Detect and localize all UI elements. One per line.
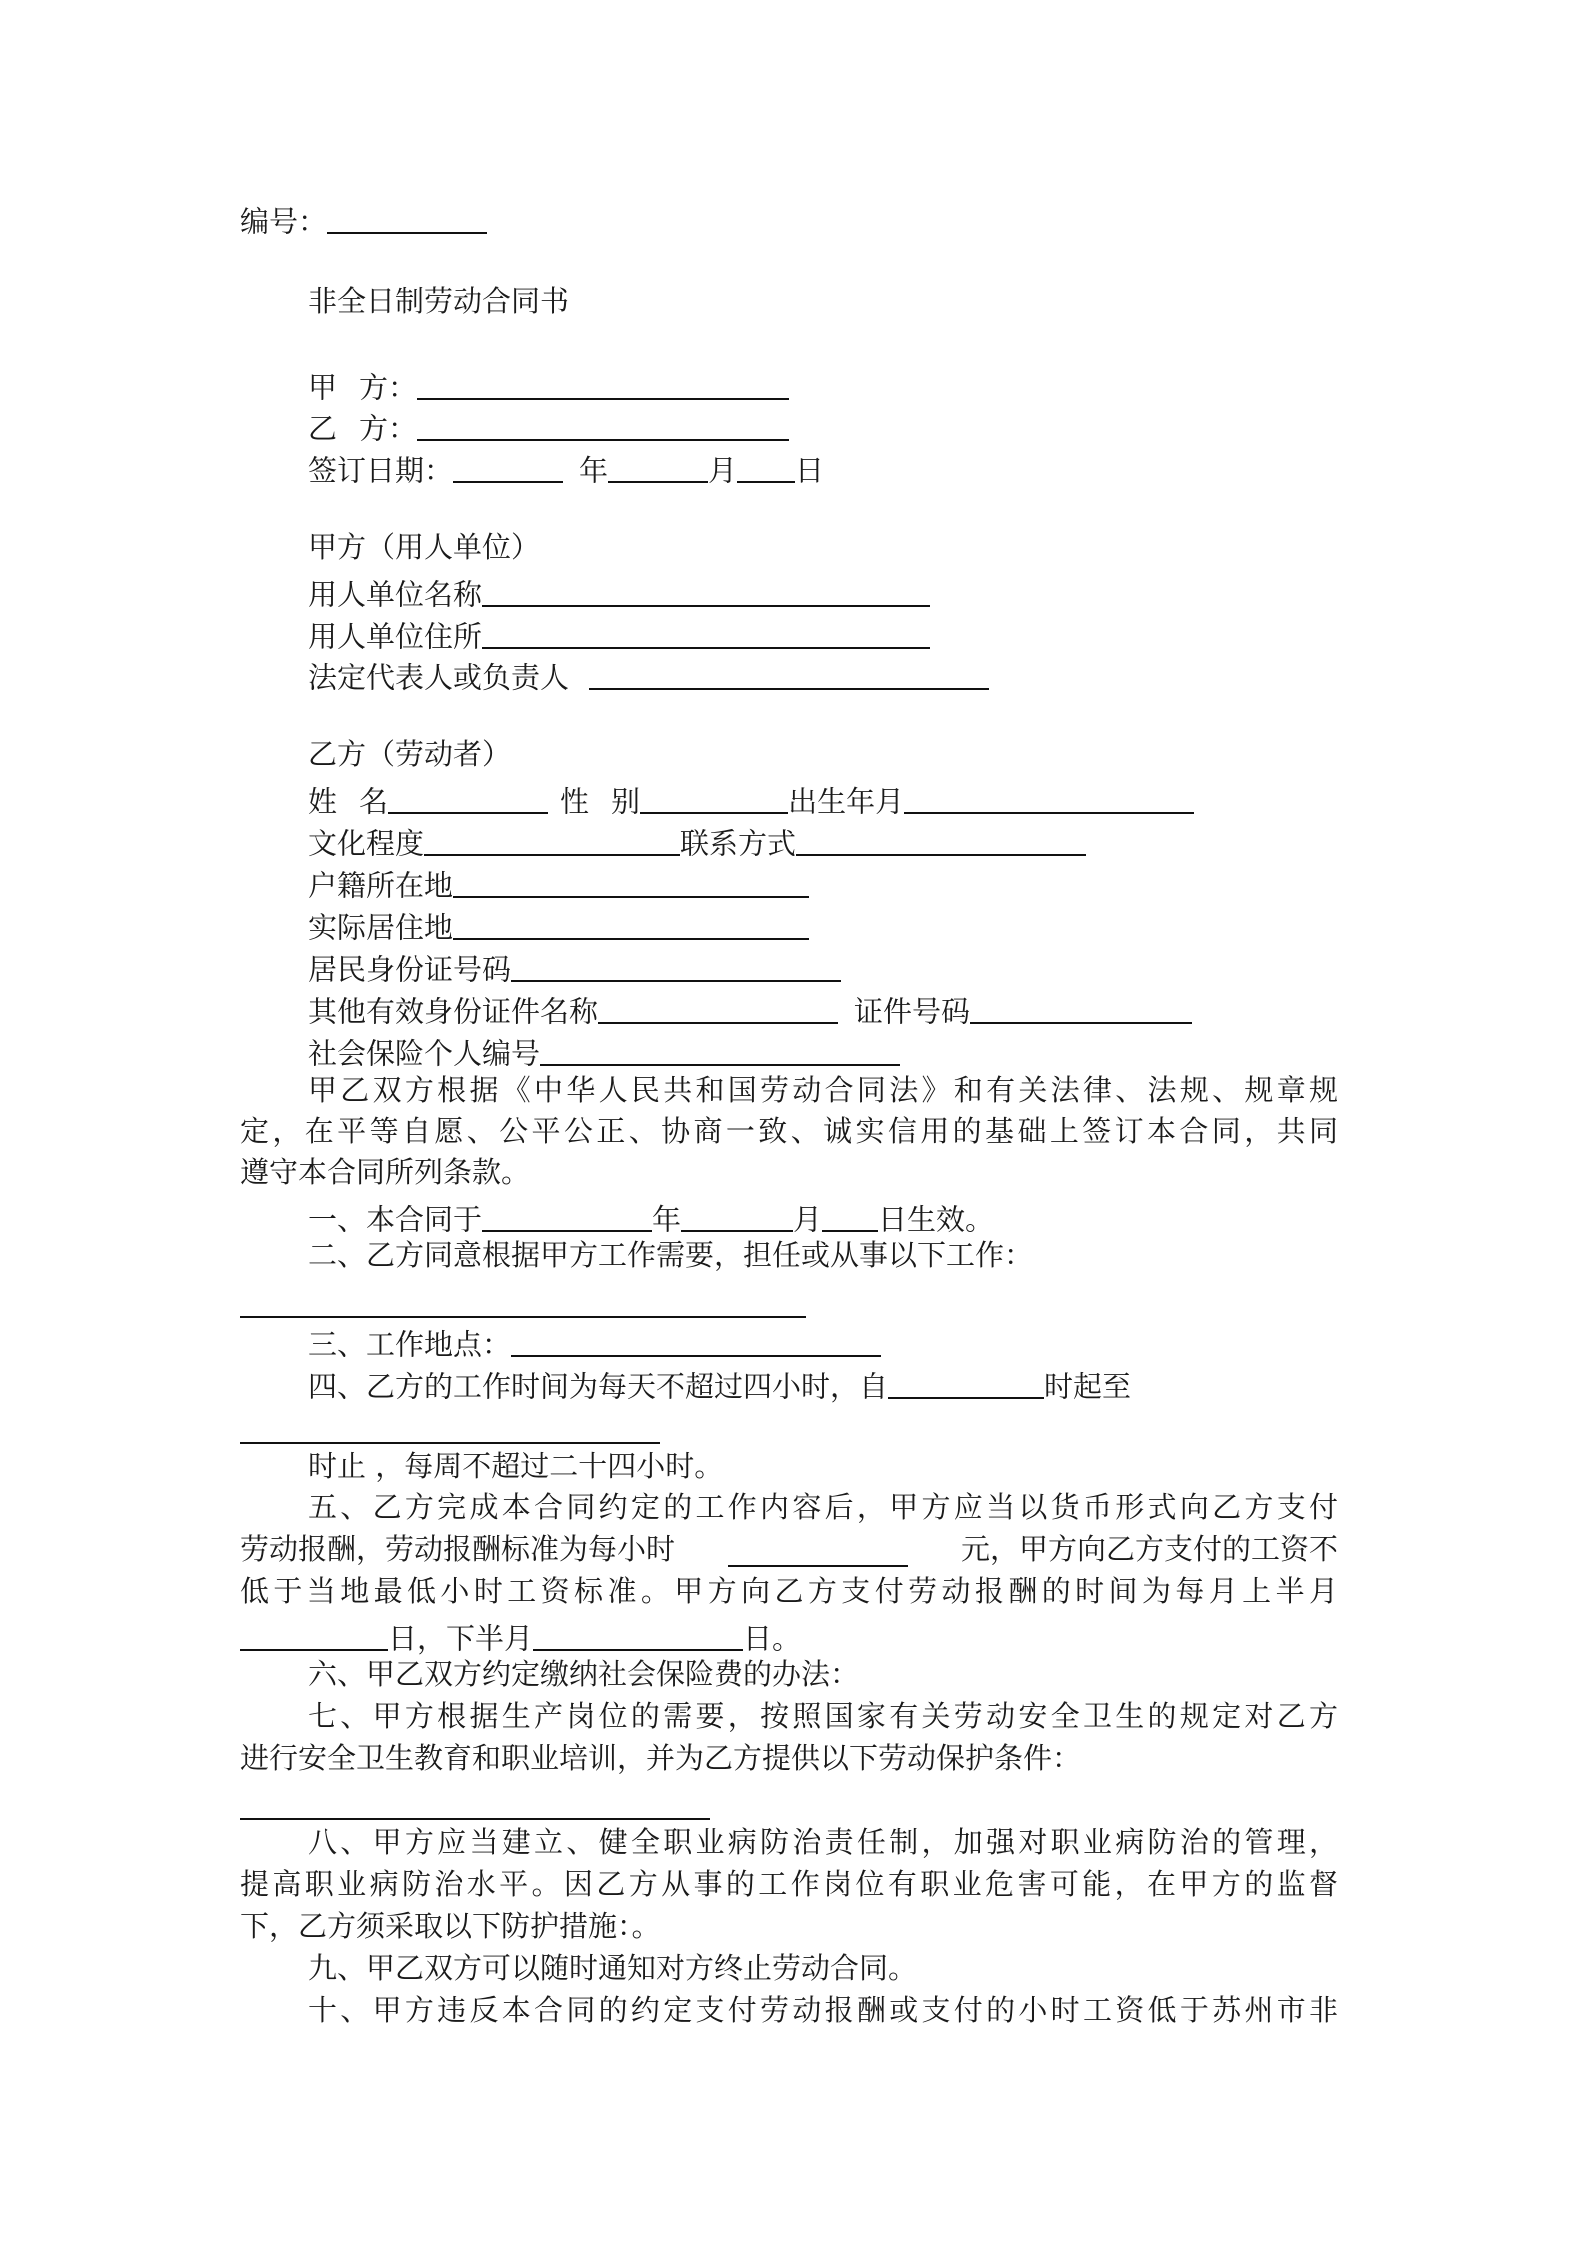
number-label: 编号：	[240, 204, 328, 239]
social-no-blank[interactable]	[540, 1034, 900, 1066]
sex-label-a: 性	[560, 784, 590, 819]
sign-month-label: 月	[708, 453, 738, 488]
clause-2: 二、乙方同意根据甲方工作需要，担任或从事以下工作：	[308, 1238, 1034, 1272]
employer-address-line	[308, 617, 930, 652]
id-number-blank[interactable]	[511, 950, 841, 982]
effective-month-blank[interactable]	[681, 1200, 793, 1232]
clause-7-line-1: 七、甲方根据生产岗位的需要，按照国家有关劳动安全卫生的规定对乙方	[308, 1699, 1338, 1733]
party-b-line	[308, 409, 789, 444]
sex-blank[interactable]	[640, 782, 788, 814]
legal-rep-label: 法定代表人或负责人	[308, 660, 570, 695]
sign-date-label: 签订日期：	[308, 453, 454, 488]
birth-label: 出生年月	[788, 784, 905, 819]
other-id-label: 其他有效身份证件名称	[308, 994, 599, 1029]
id-number-label: 居民身份证号码	[308, 952, 512, 987]
social-no-label: 社会保险个人编号	[308, 1036, 541, 1071]
party-b-label: 乙	[308, 411, 338, 446]
sign-day-label: 日	[795, 453, 825, 488]
clause-1-day: 日生效。	[878, 1202, 995, 1237]
contact-blank[interactable]	[796, 824, 1086, 856]
education-label: 文化程度	[308, 826, 425, 861]
sex-label-b: 别	[611, 784, 641, 819]
residence-blank[interactable]	[453, 908, 809, 940]
other-id-blank[interactable]	[598, 992, 838, 1024]
clause-4-mid: 时起至	[1044, 1369, 1132, 1404]
clause-6: 六、甲乙双方约定缴纳社会保险费的办法：	[308, 1657, 860, 1691]
clause-5-line-2	[240, 1532, 1338, 1567]
clause-9: 九、甲乙双方可以随时通知对方终止劳动合同。	[308, 1951, 918, 1985]
clause-5-line-1: 五、乙方完成本合同约定的工作内容后，甲方应当以货币形式向乙方支付	[308, 1490, 1338, 1524]
other-id-line	[308, 992, 1192, 1027]
sign-month-blank[interactable]	[608, 451, 708, 483]
party-a-suffix: 方：	[359, 370, 418, 405]
end-hour-blank[interactable]	[240, 1442, 660, 1444]
id-number-line	[308, 950, 841, 985]
first-half-day-blank[interactable]	[240, 1619, 388, 1651]
sign-date-line	[308, 451, 824, 486]
residence-line	[308, 908, 809, 943]
contact-label: 联系方式	[680, 826, 797, 861]
legal-rep-blank[interactable]	[589, 658, 989, 690]
birth-blank[interactable]	[904, 782, 1194, 814]
name-label-b: 名	[359, 784, 389, 819]
hukou-line	[308, 866, 809, 901]
clause-7-line-2: 进行安全卫生教育和职业培训，并为乙方提供以下劳动保护条件：	[240, 1741, 1082, 1775]
clause-10: 十、甲方违反本合同的约定支付劳动报酬或支付的小时工资低于苏州市非	[308, 1993, 1338, 2027]
cert-no-label: 证件号码	[854, 994, 971, 1029]
document-title: 非全日制劳动合同书	[308, 284, 570, 318]
hourly-rate-blank[interactable]	[728, 1535, 908, 1567]
worker-heading: 乙方（劳动者）	[308, 737, 512, 771]
employer-name-blank[interactable]	[482, 575, 930, 607]
effective-year-blank[interactable]	[482, 1200, 652, 1232]
number-blank[interactable]	[327, 202, 487, 234]
work-location-blank[interactable]	[511, 1325, 881, 1357]
name-blank[interactable]	[388, 782, 548, 814]
residence-label: 实际居住地	[308, 910, 454, 945]
sign-day-blank[interactable]	[737, 451, 795, 483]
party-a-blank[interactable]	[417, 368, 789, 400]
sign-year-label: 年	[579, 453, 609, 488]
clause-5-second-half: 日，下半月	[388, 1621, 534, 1656]
clause-8-line-1: 八、甲方应当建立、健全职业病防治责任制，加强对职业病防治的管理，	[308, 1825, 1338, 1859]
intro-line-3: 遵守本合同所列条款。	[240, 1155, 531, 1189]
cert-no-blank[interactable]	[970, 992, 1192, 1024]
intro-line-1: 甲乙双方根据《中华人民共和国劳动合同法》和有关法律、法规、规章规	[308, 1073, 1338, 1107]
protection-conditions-blank[interactable]	[240, 1818, 710, 1820]
effective-day-blank[interactable]	[822, 1200, 878, 1232]
clause-8-line-2: 提高职业病防治水平。因乙方从事的工作岗位有职业危害可能，在甲方的监督	[240, 1867, 1338, 1901]
clause-4	[308, 1367, 1131, 1402]
party-a-label: 甲	[308, 370, 338, 405]
number-line	[240, 202, 487, 237]
hukou-label: 户籍所在地	[308, 868, 454, 903]
start-hour-blank[interactable]	[888, 1367, 1044, 1399]
clause-3-text: 三、工作地点：	[308, 1327, 512, 1362]
clause-4-end: 时止 ，每周不超过二十四小时。	[308, 1449, 724, 1483]
employer-address-blank[interactable]	[482, 617, 930, 649]
clause-4-text: 四、乙方的工作时间为每天不超过四小时，自	[308, 1369, 889, 1404]
clause-5-line-3: 低于当地最低小时工资标准。甲方向乙方支付劳动报酬的时间为每月上半月	[240, 1574, 1338, 1608]
party-b-blank[interactable]	[417, 409, 789, 441]
employer-name-line	[308, 575, 930, 610]
clause-5-rate-text: 劳动报酬，劳动报酬标准为每小时	[240, 1532, 676, 1566]
clause-5-end: 日。	[743, 1621, 802, 1656]
clause-3	[308, 1325, 881, 1360]
legal-rep-line	[308, 658, 989, 693]
education-blank[interactable]	[424, 824, 680, 856]
clause-1-month: 月	[793, 1202, 823, 1237]
clause-8-line-3: 下，乙方须采取以下防护措施：。	[240, 1909, 661, 1943]
employer-heading: 甲方（用人单位）	[308, 530, 541, 564]
second-half-day-blank[interactable]	[533, 1619, 743, 1651]
education-line	[308, 824, 1086, 859]
party-a-line	[308, 368, 789, 403]
clause-5-wage-text: 元，甲方向乙方支付的工资不	[960, 1532, 1338, 1566]
party-b-suffix: 方：	[359, 411, 418, 446]
intro-line-2: 定，在平等自愿、公平公正、协商一致、诚实信用的基础上签订本合同，共同	[240, 1114, 1338, 1148]
hukou-blank[interactable]	[453, 866, 809, 898]
sign-year-blank[interactable]	[453, 451, 563, 483]
clause-2-work-blank[interactable]	[240, 1316, 806, 1318]
employer-address-label: 用人单位住所	[308, 619, 483, 654]
worker-basic-line	[308, 782, 1194, 817]
clause-5-line-4	[240, 1619, 801, 1654]
employer-name-label: 用人单位名称	[308, 577, 483, 612]
clause-1-text: 一、本合同于	[308, 1202, 483, 1237]
clause-1	[308, 1200, 994, 1235]
clause-1-year: 年	[652, 1202, 682, 1237]
social-no-line	[308, 1034, 900, 1069]
name-label-a: 姓	[308, 784, 338, 819]
